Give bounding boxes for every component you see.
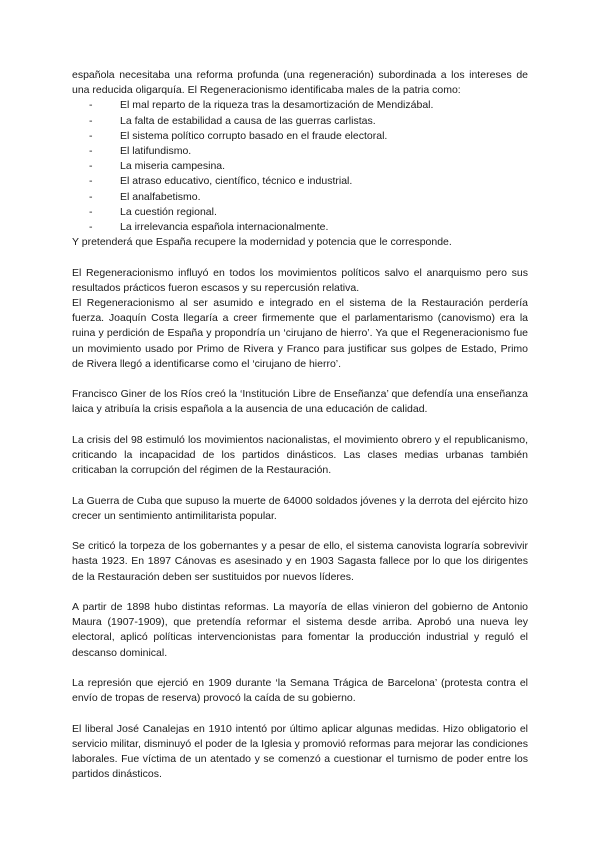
intro-paragraph: española necesitaba una reforma profunda (una regeneración) subordinada a los intereses de una reducida oligarquía. El Regeneracionismo identificaba males de la patria como:: [72, 69, 528, 97]
list-item: [72, 159, 528, 174]
list-item: [72, 114, 528, 129]
paragraph-influence: El Regeneracionismo influyó en todos los movimientos políticos salvo el anarquismo pero sus resultados prácticos fueron escasos y su repercusión relativa.: [72, 266, 528, 294]
bullet-dash: -: [89, 221, 93, 234]
list-item: [72, 205, 528, 220]
paragraph-gap: [72, 524, 528, 539]
paragraph-gap: [72, 372, 528, 387]
list-item-text: El analfabetismo.: [120, 190, 201, 203]
paragraph-crisis-98: La crisis del 98 estimuló los movimientos nacionalistas, el movimiento obrero y el republicanismo, criticando la incapacidad de los partidos dinásticos. Las clases medias urbanas también criticaban la corrupción del régimen de la Restauración.: [72, 433, 528, 477]
list-item-text: El atraso educativo, científico, técnico e industrial.: [120, 175, 353, 188]
list-item-text: El sistema político corrupto basado en el fraude electoral.: [120, 129, 388, 142]
list-item: [72, 190, 528, 205]
paragraph-giner: Francisco Giner de los Ríos creó la ‘Institución Libre de Enseñanza’ que defendía una enseñanza laica y atribuía la crisis española a la ausencia de una educación de calidad.: [72, 388, 528, 416]
bullet-dash: -: [89, 160, 93, 173]
bullet-dash: -: [89, 175, 93, 188]
intro-closing: Y pretenderá que España recupere la modernidad y potencia que le corresponde.: [72, 236, 452, 249]
ills-list: [72, 98, 528, 235]
list-item: [72, 174, 528, 189]
paragraph-gap: [72, 706, 528, 721]
paragraph-semana-tragica: La represión que ejerció en 1909 durante ‘la Semana Trágica de Barcelona’ (protesta contra el envío de tropas de reserva) provocó la caída de su gobierno.: [72, 677, 528, 705]
paragraph-maura: A partir de 1898 hubo distintas reformas. La mayoría de ellas vinieron del gobierno de Antonio Maura (1907-1909), que pretendía reformar el sistema desde arriba. Aprobó una nueva ley electoral, aplicó políticas intervencionistas para fomentar la producción industrial y reguló el descanso dominical.: [72, 601, 528, 659]
paragraph-cuba: La Guerra de Cuba que supuso la muerte de 64000 soldados jóvenes y la derrota del ejército hizo crecer un sentimiento antimilitarista popular.: [72, 494, 528, 522]
list-item: [72, 220, 528, 235]
document-page: [72, 68, 528, 782]
bullet-dash: -: [89, 145, 93, 158]
paragraph-canalejas: El liberal José Canalejas en 1910 intentó por último aplicar algunas medidas. Hizo obligatorio el servicio militar, disminuyó el poder de la Iglesia y promovió reformas para mejorar las condiciones laborales. Fue víctima de un atentado y se comenzó a cuestionar el turnismo de poder entre los partidos dinásticos.: [72, 722, 528, 781]
list-item-text: La irrelevancia española internacionalmente.: [120, 221, 329, 234]
bullet-dash: -: [89, 99, 93, 112]
list-item-text: El mal reparto de la riqueza tras la desamortización de Mendizábal.: [120, 99, 434, 112]
list-item-text: La miseria campesina.: [120, 160, 226, 173]
paragraph-integration: El Regeneracionismo al ser asumido e integrado en el sistema de la Restauración perdería fuerza. Joaquín Costa llegaría a creer firmemente que el parlamentarismo (canovismo) era la ruina y perdición de España y propondría un ‘cirujano de hierro’. Ya que el Regeneracionismo fue un movimiento usado por Primo de Rivera y Franco para justificar sus golpes de Estado, Primo de Rivera llegó a identificarse como el ‘cirujano de hierro’.: [72, 297, 528, 370]
paragraph-canovista: Se criticó la torpeza de los gobernantes y a pesar de ello, el sistema canovista lograría sobrevivir hasta 1923. En 1897 Cánovas es asesinado y en 1903 Sagasta fallece por lo que los dirigentes de la Restauración deben ser sustituidos por nuevos líderes.: [72, 540, 528, 583]
list-item-text: El latifundismo.: [120, 145, 192, 158]
bullet-dash: -: [89, 190, 93, 203]
list-item-text: La cuestión regional.: [120, 205, 217, 218]
list-item: [72, 144, 528, 159]
paragraph-gap: [72, 661, 528, 676]
bullet-dash: -: [89, 129, 93, 142]
bullet-dash: -: [89, 205, 93, 218]
paragraph-gap: [72, 585, 528, 600]
list-item-text: La falta de estabilidad a causa de las guerras carlistas.: [120, 114, 376, 127]
list-item: [72, 129, 528, 144]
paragraph-gap: [72, 478, 528, 493]
paragraph-gap: [72, 418, 528, 433]
list-item: [72, 98, 528, 113]
bullet-dash: -: [89, 114, 93, 127]
paragraph-gap: [72, 250, 528, 265]
